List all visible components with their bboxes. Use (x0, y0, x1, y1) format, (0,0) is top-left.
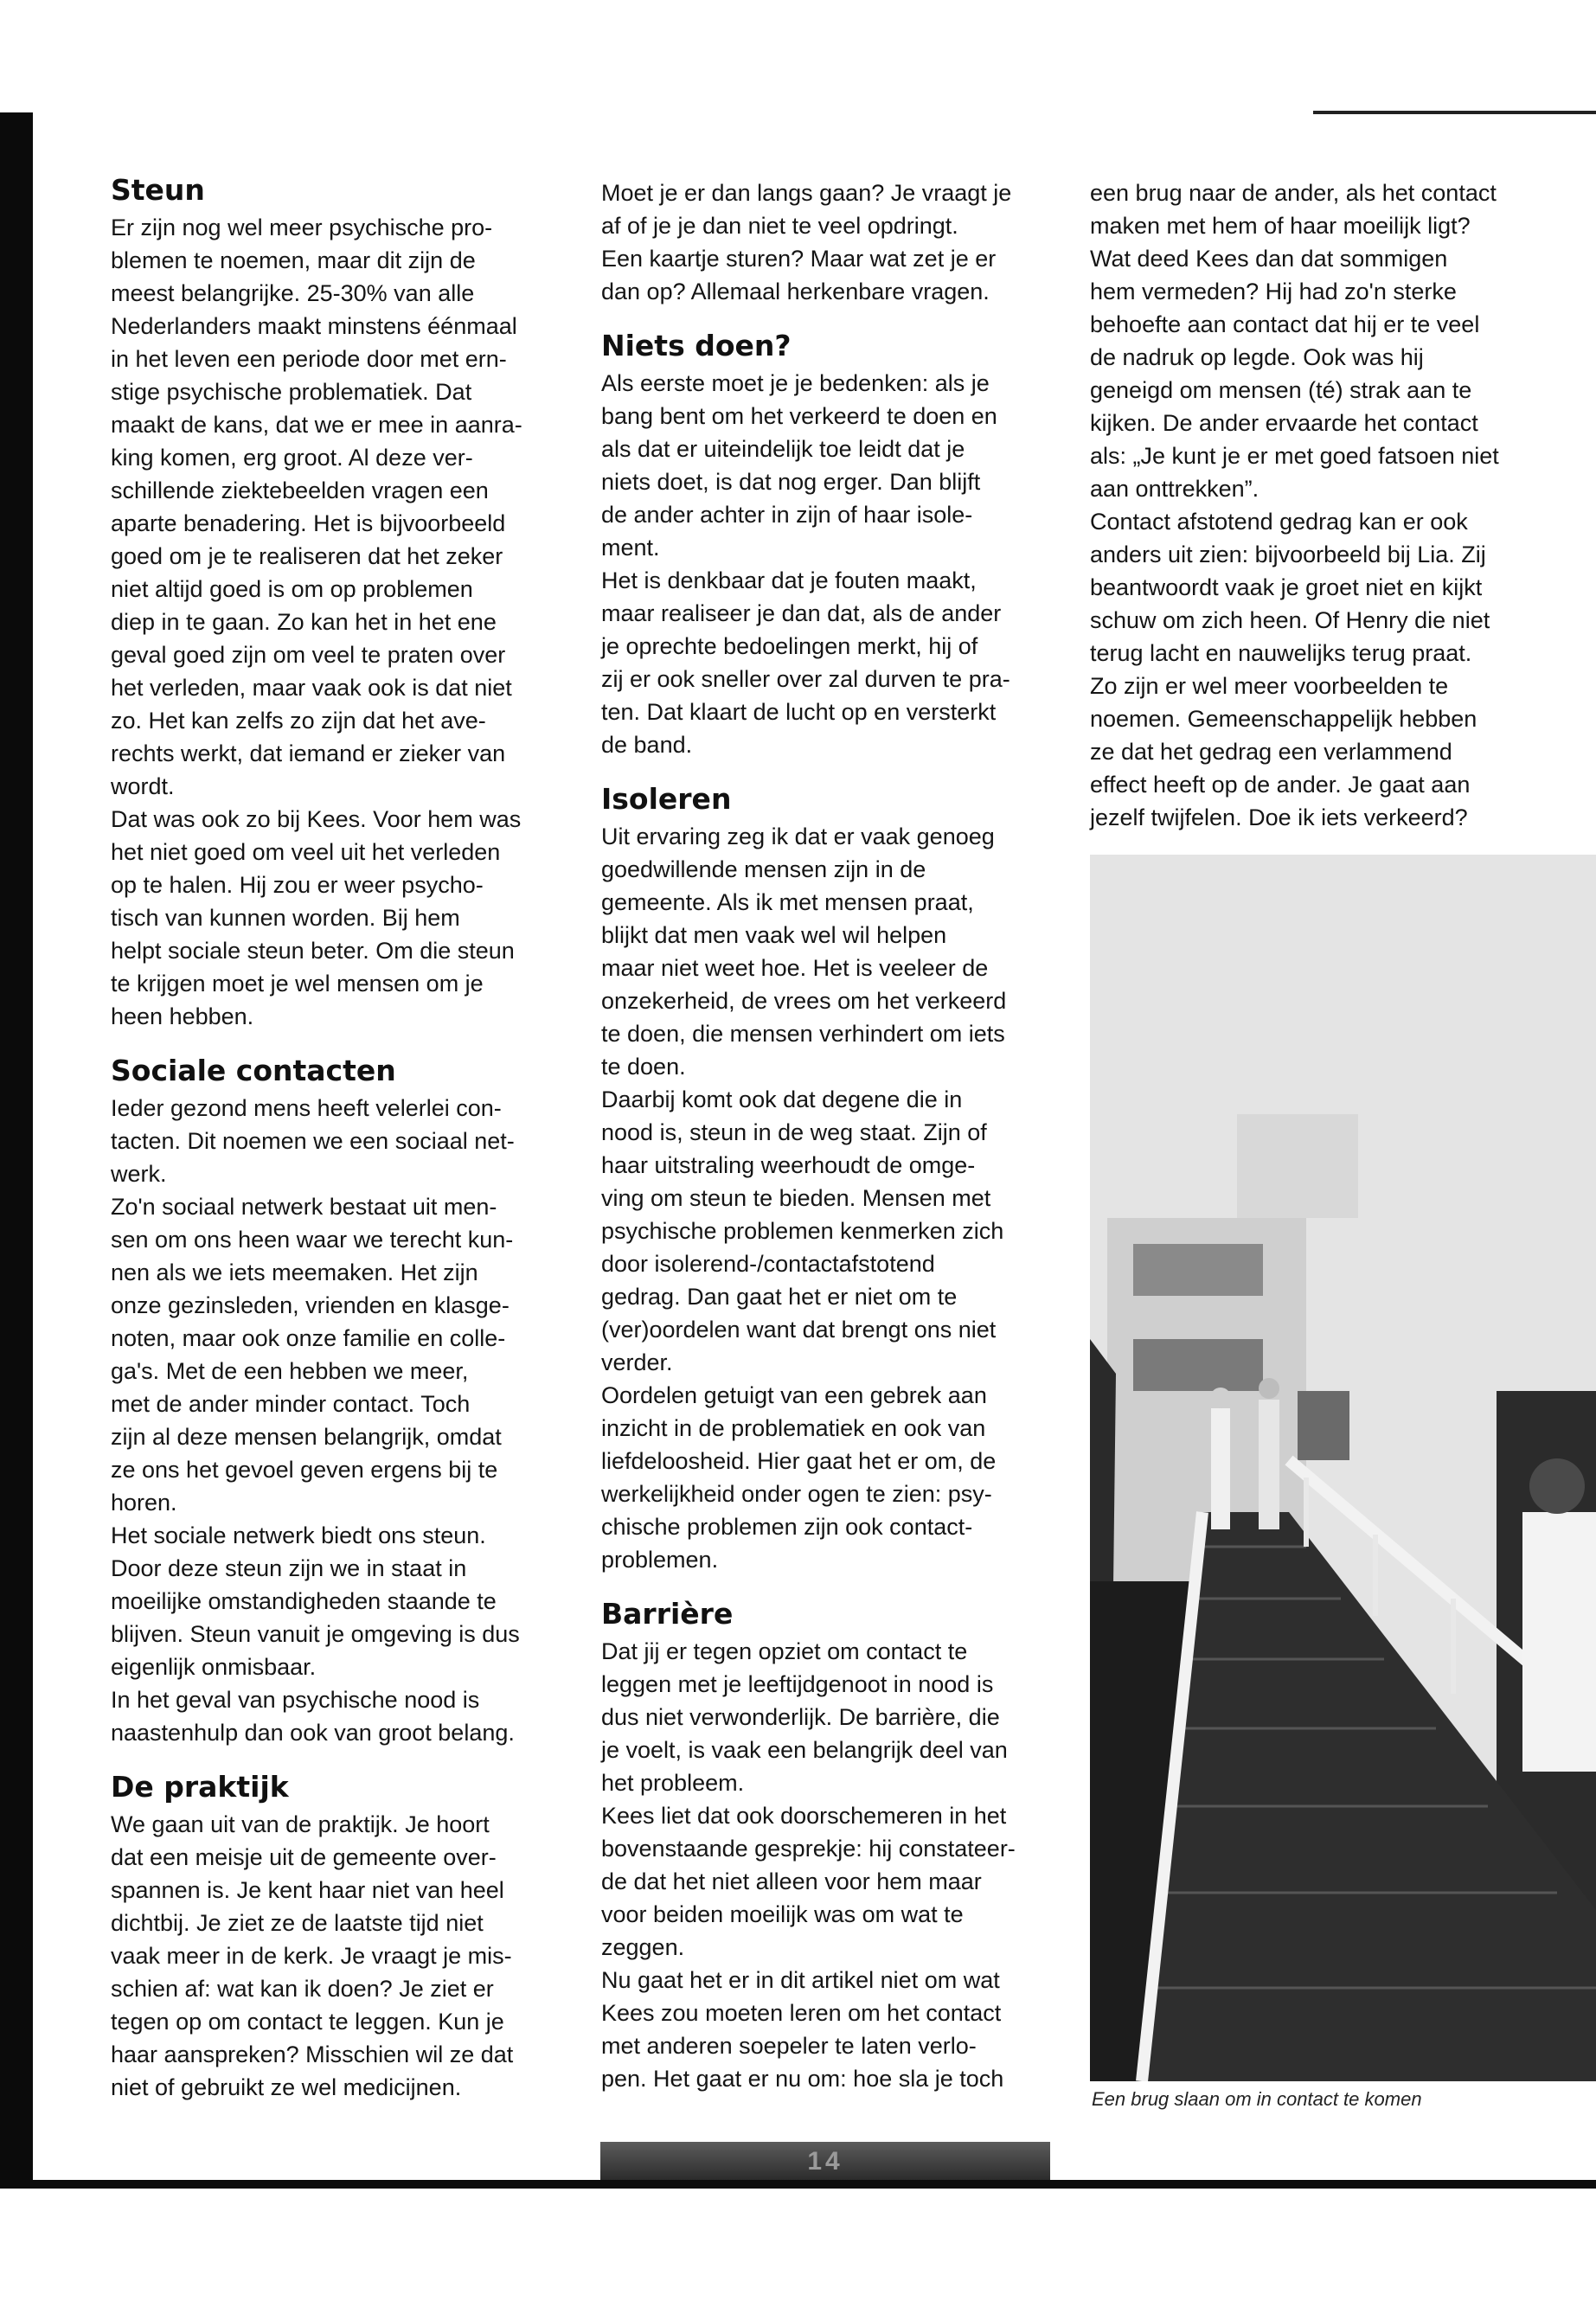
paragraph: Als eerste moet je je bedenken: als je bang bent om het verkeerd te doen en als dat er uiteindelijk toe leidt dat je niets doet, is dat nog erger. Dan blijft de ander achter in zijn of haar isole- ment. (601, 370, 997, 561)
section-niets-doen (601, 327, 1051, 761)
column-1 (111, 171, 561, 2104)
paragraph: Dat was ook zo bij Kees. Voor hem was het niet goed om veel uit het verleden op te halen. Hij zou er weer psycho- tisch van kunnen worden. Bij hem helpt sociale steun beter. Om die steun te krijgen moet je wel mensen om je heen hebben. (111, 806, 522, 1029)
page-number-bar (600, 2142, 1050, 2182)
paragraph: Ieder gezond mens heeft velerlei con- tacten. Dit noemen we een sociaal net- werk. (111, 1095, 515, 1187)
heading-niets-doen: Niets doen? (601, 329, 792, 362)
scan-edge-bar (0, 112, 33, 2189)
section-barriere (601, 1595, 1051, 2095)
paragraph: We gaan uit van de praktijk. Je hoort dat een meisje uit de gemeente over- spannen is. Je kent haar niet van heel dichtbij. Je ziet ze de laatste tijd niet vaak meer in de kerk. Je vraagt je mis- schien af: wat kan ik doen? Je ziet er tegen op om contact te leggen. Kun je haar aanspreken? Misschien wil ze dat niet of gebruikt ze wel medicijnen. (111, 1811, 514, 2100)
paragraph: Het is denkbaar dat je fouten maakt, maar realiseer je dan dat, als de ander je oprechte bedoelingen merkt, hij of zij er ook sneller over zal durven te pra- ten. Dat klaart de lucht op en versterkt de band. (601, 567, 1010, 758)
section-de-praktijk (111, 1768, 561, 2104)
paragraph: Uit ervaring zeg ik dat er vaak genoeg goedwillende mensen zijn in de gemeente. Als ik met mensen praat, blijkt dat men vaak wel wil helpen maar niet weet hoe. Het is veeleer de onzekerheid, de vrees om het verkeerd te doen, die mensen verhindert om iets te doen. (601, 824, 1007, 1080)
heading-barriere: Barrière (601, 1597, 734, 1631)
paragraph: Daarbij komt ook dat degene die in nood is, steun in de weg staat. Zijn of haar uitstraling weerhoudt de omge- ving om steun te bieden. Mensen met psychische problemen kenmerken zich door isolerend-/contactafstotend gedrag. Dan gaat het er niet om te (ver)oordelen want dat brengt ons niet verder. (601, 1086, 1004, 1375)
heading-sociale-contacten: Sociale contacten (111, 1054, 396, 1087)
top-rule (1313, 111, 1596, 114)
bridge-photo (1090, 855, 1596, 2081)
section-sociale-contacten (111, 1052, 561, 1749)
photo-caption: Een brug slaan om in contact te komen (1092, 2088, 1422, 2110)
paragraph: Moet je er dan langs gaan? Je vraagt je af of je je dan niet te veel opdringt. Een kaartje sturen? Maar wat zet je er dan op? Allemaal herkenbare vragen. (601, 180, 1012, 304)
heading-steun: Steun (111, 173, 205, 207)
section-steun (111, 171, 561, 1033)
paragraph: Er zijn nog wel meer psychische pro- blemen te noemen, maar dit zijn de meest belangrijke. 25-30% van alle Nederlanders maakt minstens éénmaal in het leven een periode door met ern- stige psychische problematiek. Dat maakt de kans, dat we er mee in aanra- king komen, erg groot. Al deze ver- schillende ziektebeelden vragen een aparte benadering. Het is bijvoorbeeld goed om je te realiseren dat het zeker niet altijd goed is om op problemen diep in te gaan. Zo kan het in het ene geval goed zijn om veel te praten over het verleden, maar vaak ook is dat niet zo. Het kan zelfs zo zijn dat het ave- rechts werkt, dat iemand er zieker van wordt. (111, 215, 522, 799)
paragraph: Het sociale netwerk biedt ons steun. Door deze steun zijn we in staat in moeilijke omstandigheden staande te blijven. Steun vanuit je omgeving is dus eigenlijk onmisbaar. (111, 1522, 520, 1680)
page-number: 14 (807, 2147, 843, 2176)
heading-isoleren: Isoleren (601, 782, 732, 816)
heading-de-praktijk: De praktijk (111, 1770, 289, 1804)
paragraph: Dat jij er tegen opziet om contact te leggen met je leeftijdgenoot in nood is dus niet verwonderlijk. De barrière, die je voelt, is vaak een belangrijk deel van het probleem. (601, 1638, 1008, 1796)
paragraph: Kees liet dat ook doorschemeren in het bovenstaande gesprekje: hij constateer- de dat het niet alleen voor hem maar voor beiden moeilijk was om wat te zeggen. (601, 1803, 1016, 1960)
bottom-rule (0, 2180, 1596, 2189)
paragraph: Contact afstotend gedrag kan er ook anders uit zien: bijvoorbeeld bij Lia. Zij beantwoordt vaak je groet niet en kijkt schuw om zich heen. Of Henry die niet terug lacht en nauwelijks terug praat. Zo zijn er wel meer voorbeelden te noemen. Gemeenschappelijk hebben ze dat het gedrag een verlammend effect heeft op de ander. Je gaat aan jezelf twijfelen. Doe ik iets verkeerd? (1090, 509, 1490, 830)
column-3 (1090, 176, 1557, 834)
paragraph: Zo'n sociaal netwerk bestaat uit men- sen om ons heen waar we terecht kun- nen als we iets meemaken. Het zijn onze gezinsleden, vrienden en klasge- noten, maar ook onze familie en colle- ga's. Met de een hebben we meer, met de ander minder contact. Toch zijn al deze mensen belangrijk, omdat ze ons het gevoel geven ergens bij te horen. (111, 1194, 514, 1516)
paragraph: Nu gaat het er in dit artikel niet om wat Kees zou moeten leren om het contact met anderen soepeler te laten verlo- pen. Het gaat er nu om: hoe sla je toch (601, 1967, 1004, 2092)
paragraph: een brug naar de ander, als het contact maken met hem of haar moeilijk ligt? Wat deed Kees dan dat sommigen hem vermeden? Hij had zo'n sterke behoefte aan contact dat hij er te veel de nadruk op legde. Ook was hij geneigd om mensen (té) strak aan te kijken. De ander ervaarde het contact als: „Je kunt je er met goed fatsoen niet aan onttrekken”. (1090, 180, 1499, 502)
section-isoleren (601, 780, 1051, 1576)
bridge-photo-illustration (1090, 855, 1596, 2081)
paragraph: Oordelen getuigt van een gebrek aan inzicht in de problematiek en ook van liefdeloosheid. Hier gaat het er om, de werkelijkheid onder ogen te zien: psy- chische problemen zijn ook contact- problemen. (601, 1382, 997, 1573)
paragraph: In het geval van psychische nood is naastenhulp dan ook van groot belang. (111, 1687, 515, 1746)
column-2 (601, 176, 1051, 2095)
